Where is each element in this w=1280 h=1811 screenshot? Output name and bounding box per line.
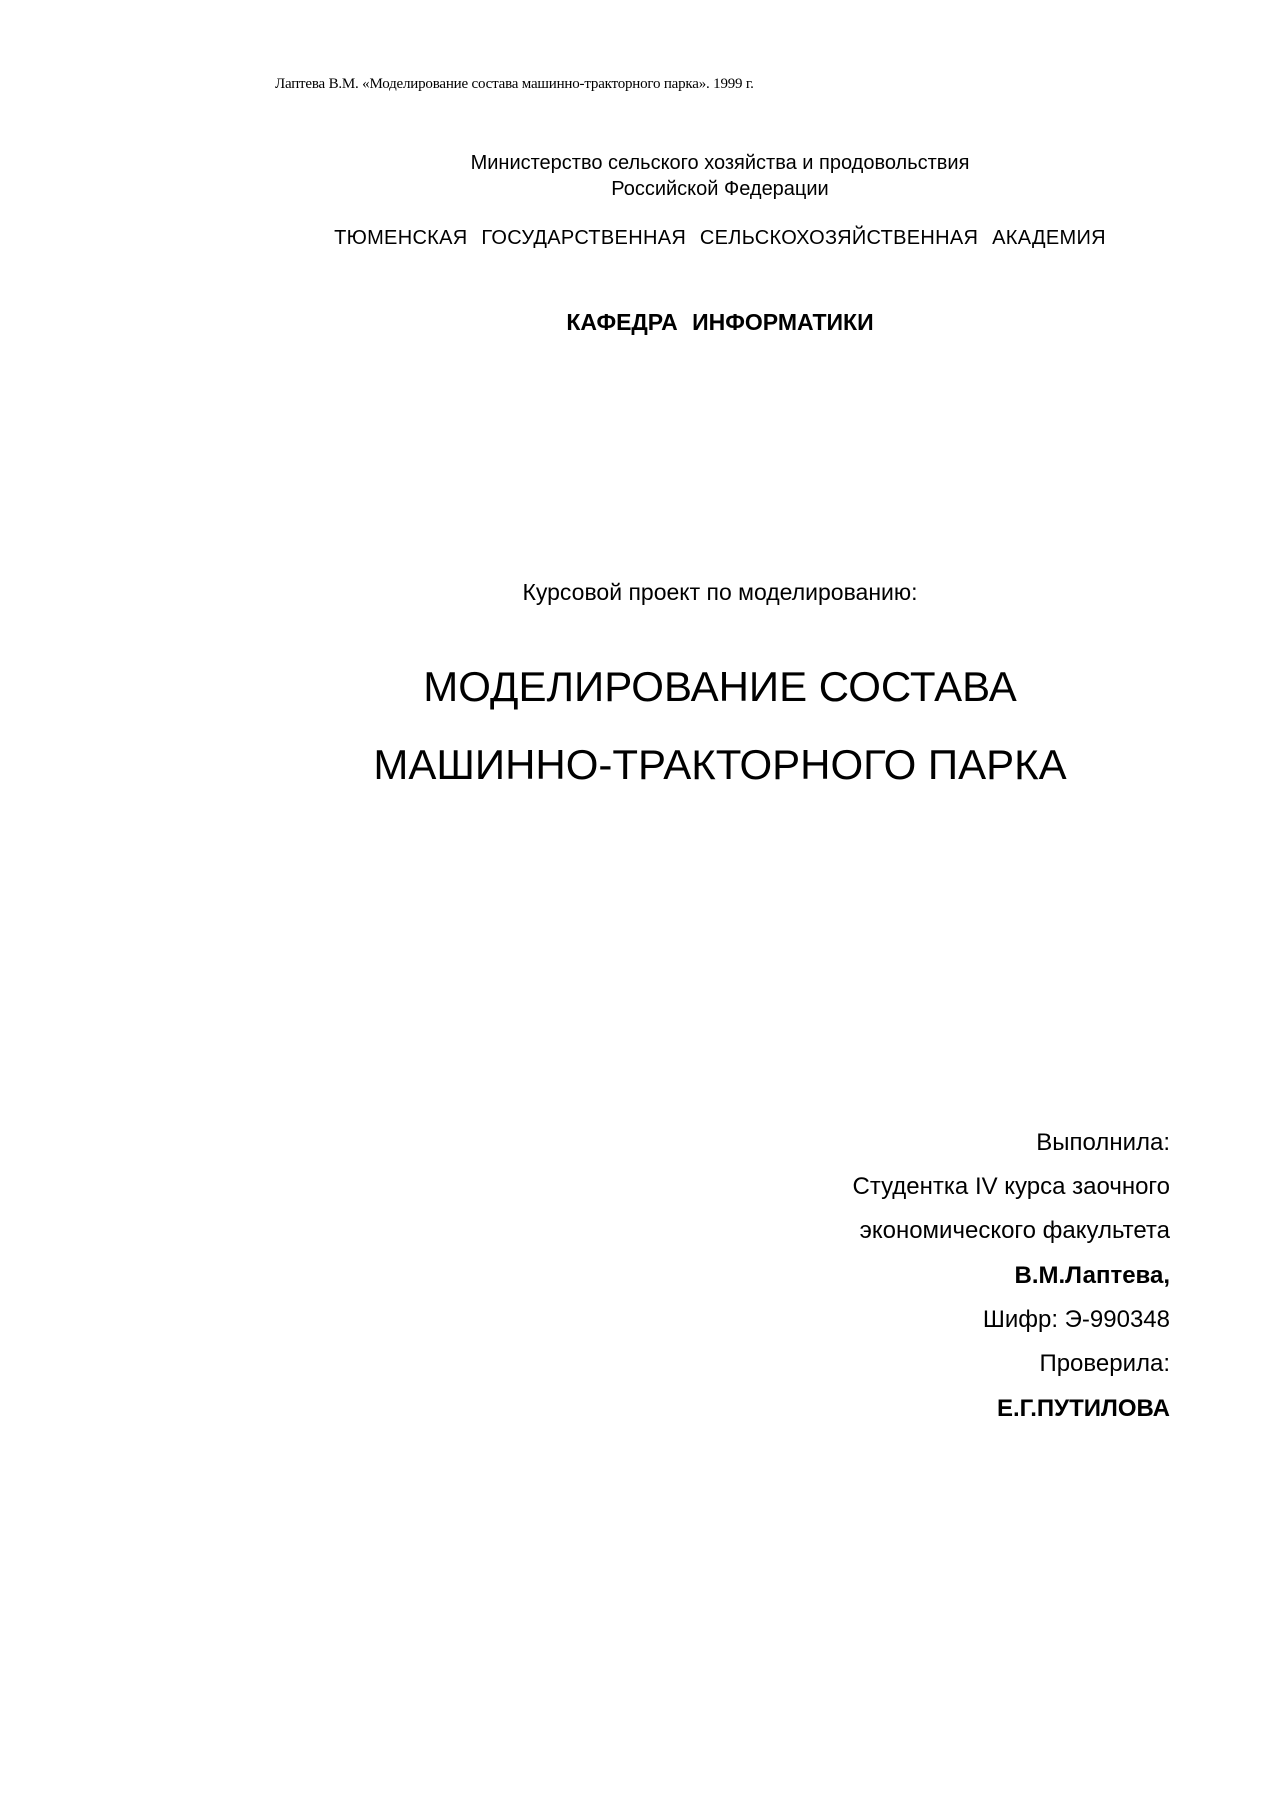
- ministry-name-line-2: Российской Федерации: [611, 178, 829, 200]
- student-course-line: Студентка IV курса заочного: [852, 1173, 1170, 1200]
- checked-by-label: Проверила:: [1039, 1350, 1170, 1377]
- running-header: Лаптева В.М. «Моделирование состава машинно-тракторного парка». 1999 г.: [275, 76, 754, 92]
- project-type: Курсовой проект по моделированию:: [522, 579, 918, 605]
- project-title-line-2: МАШИННО-ТРАКТОРНОГО ПАРКА: [373, 741, 1067, 788]
- student-name: В.М.Лаптева,: [1014, 1262, 1170, 1289]
- project-title-line-1: МОДЕЛИРОВАНИЕ СОСТАВА: [423, 663, 1017, 710]
- performed-by-label: Выполнила:: [1036, 1129, 1170, 1156]
- student-cipher: Шифр: Э-990348: [982, 1306, 1170, 1333]
- department-name: КАФЕДРА ИНФОРМАТИКИ: [566, 309, 874, 335]
- ministry-name-line-1: Министерство сельского хозяйства и продовольствия: [470, 152, 970, 174]
- checker-name: Е.Г.ПУТИЛОВА: [996, 1395, 1170, 1422]
- academy-name: ТЮМЕНСКАЯ ГОСУДАРСТВЕННАЯ СЕЛЬСКОХОЗЯЙСТВЕННАЯ АКАДЕМИЯ: [334, 227, 1106, 249]
- student-faculty-line: экономического факультета: [859, 1217, 1170, 1244]
